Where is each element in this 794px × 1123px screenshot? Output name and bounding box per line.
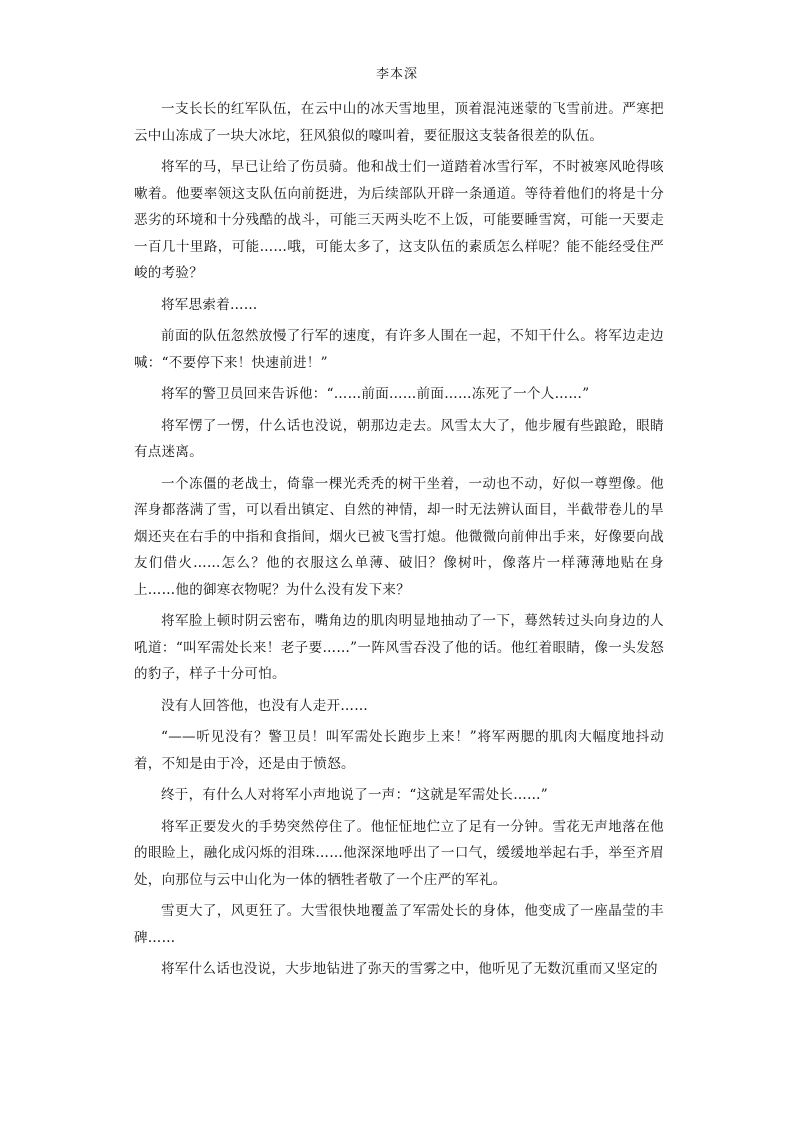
author-name: 李本深 bbox=[375, 67, 418, 82]
paragraph: 将军思索着…… bbox=[161, 296, 258, 313]
paragraph: 将军的警卫员回来告诉他：“……前面……前面……冻死了一个人……” bbox=[161, 386, 590, 402]
article-body bbox=[134, 96, 664, 988]
paragraph: 没有人回答他，也没有人走开…… bbox=[161, 697, 368, 714]
paragraph: 前面的队伍忽然放慢了行军的速度，有许多人围在一起，不知干什么。将军边走边喊：“不要停下来！快速前进！” bbox=[134, 328, 664, 371]
paragraph: 将军正要发火的手势突然停住了。他怔怔地伫立了足有一分钟。雪花无声地落在他的眼睑上，融化成闪烁的泪珠……他深深地呼出了一口气，缓缓地举起右手，举至齐眉处，向那位与云中山化为一体的牺牲者敬了一个庄严的军礼。 bbox=[134, 818, 664, 888]
paragraph: 雪更大了，风更狂了。大雪很快地覆盖了军需处长的身体，他变成了一座晶莹的丰碑…… bbox=[134, 903, 664, 946]
paragraph: 将军脸上顿时阴云密布，嘴角边的肌肉明显地抽动了一下，蓦然转过头向身边的人吼道：“叫军需处长来！老子要……”一阵风雪吞没了他的话。他红着眼睛，像一头发怒的豹子，样子十分可怕。 bbox=[134, 613, 664, 682]
paragraph: 一个冻僵的老战士，倚靠一棵光秃秃的树干坐着，一动也不动，好似一尊塑像。他浑身都落满了雪，可以看出镇定、自然的神情，却一时无法辨认面目，半截带卷儿的旱烟还夹在右手的中指和食指间，烟火已被飞雪打熄。他微微向前伸出手来，好像要向战友们借火……怎么？他的衣服这么单薄、破旧？像树叶，像落片一样薄薄地贴在身上……他的御寒衣物呢？为什么没有发下来？ bbox=[134, 475, 664, 598]
paragraph: 终于，有什么人对将军小声地说了一声：“这就是军需处长……” bbox=[161, 787, 549, 803]
paragraph: 一支长长的红军队伍，在云中山的冰天雪地里，顶着混沌迷蒙的飞雪前进。严寒把云中山冻成了一块大冰坨，狂风狼似的嚎叫着，要征服这支装备很差的队伍。 bbox=[134, 101, 664, 144]
paragraph: 将军什么话也没说，大步地钻进了弥天的雪雾之中，他听见了无数沉重而又坚定的 bbox=[161, 961, 658, 977]
paragraph: 将军的马，早已让给了伤员骑。他和战士们一道踏着冰雪行军，不时被寒风呛得咳嗽着。他要率领这支队伍向前挺进，为后续部队开辟一条通道。等待着他们的将是十分恶劣的环境和十分残酷的战斗，可能三天两头吃不上饭，可能要睡雪窝，可能一天要走一百几十里路，可能……哦，可能太多了，这支队伍的素质怎么样呢？能不能经受住严峻的考验？ bbox=[134, 159, 664, 281]
paragraph: “——听见没有？警卫员！叫军需处长跑步上来！”将军两腮的肌肉大幅度地抖动着，不知是由于冷，还是由于愤怒。 bbox=[134, 729, 664, 772]
paragraph: 将军愣了一愣，什么话也没说，朝那边走去。风雪太大了，他步履有些踉跄，眼睛有点迷离。 bbox=[134, 417, 664, 460]
